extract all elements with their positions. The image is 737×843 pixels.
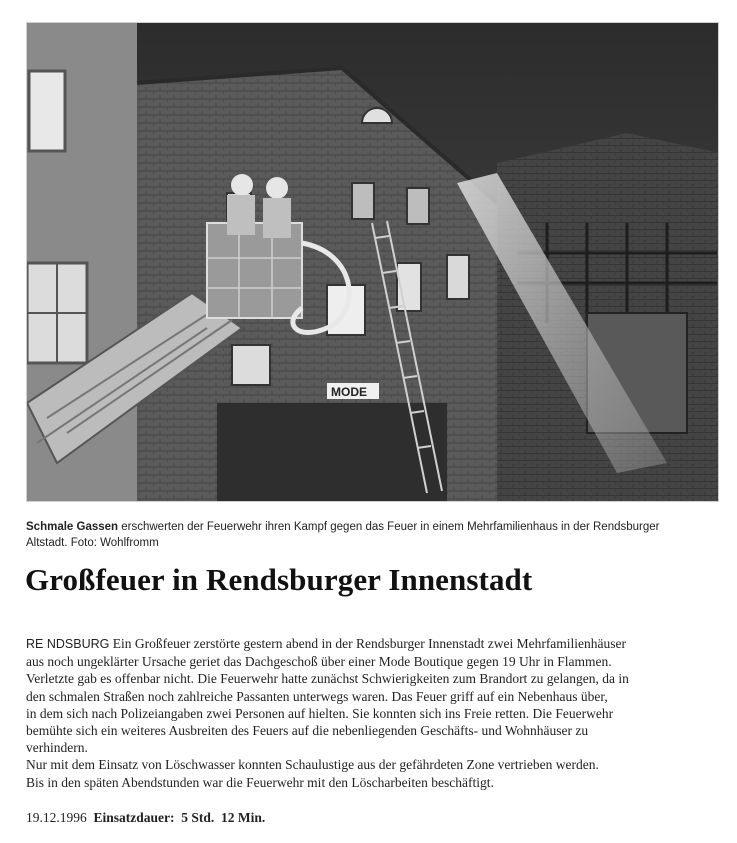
article-line: Nur mit dem Einsatz von Löschwasser konnten Schaulustige aus der gefährdeten Zone vertrieben werden. [26, 757, 599, 773]
article-line: Verletzte gab es offenbar nicht. Die Feuerwehr hatte zunächst Schwierigkeiten zum Brandort zu gelangen, da in [26, 671, 629, 687]
article-line: RE NDSBURG Ein Großfeuer zerstörte gestern abend in der Rendsburger Innenstadt zwei Mehrfamilienhäuser [26, 636, 627, 651]
article-line: bemühte sich ein weiteres Ausbreiten des Feuers auf die nebenliegenden Geschäfts- und Wohnhäuser zu [26, 723, 589, 739]
article-line: verhindern. [26, 740, 88, 756]
article-line: Bis in den späten Abendstunden war die Feuerwehr mit den Löscharbeiten beschäftigt. [26, 774, 494, 790]
article-footer [26, 809, 716, 827]
article-body [26, 635, 716, 791]
firefighter-helmet [231, 174, 253, 196]
shop-sign: MODE [331, 385, 367, 399]
caption-lead: Schmale Gassen [26, 521, 119, 533]
photo-caption [26, 519, 716, 551]
article-line: aus noch ungeklärter Ursache geriet das Dachgeschoß über einer Mode Boutique gegen 19 Uhr in Flammen. [26, 654, 612, 670]
headline: Großfeuer in Rendsburger Innenstadt [25, 562, 533, 597]
caption-text: erschwerten der Feuerwehr ihren Kampf gegen das Feuer in einem Mehrfamilienhaus in der Rendsburger [118, 521, 660, 533]
caption-credit: Altstadt. Foto: Wohlfromm [26, 537, 159, 549]
fire-scene-illustration [27, 23, 719, 502]
article-line: den schmalen Straßen noch zahlreiche Passanten unterwegs waren. Das Feuer griff auf ein Nebenhaus über, [26, 688, 608, 704]
dateline: RE NDSBURG [26, 637, 110, 651]
fire-scene-photo [26, 22, 719, 502]
article-line: in dem sich nach Polizeiangaben zwei Personen auf hielten. Sie konnten sich ins Freie retten. Die Feuerwehr [26, 705, 614, 721]
firefighter-helmet [266, 177, 288, 199]
duration-label: Einsatzdauer: [93, 810, 175, 825]
duration-value: 5 Std. 12 Min. [181, 810, 266, 825]
article-date: 19.12.1996 [26, 810, 87, 825]
